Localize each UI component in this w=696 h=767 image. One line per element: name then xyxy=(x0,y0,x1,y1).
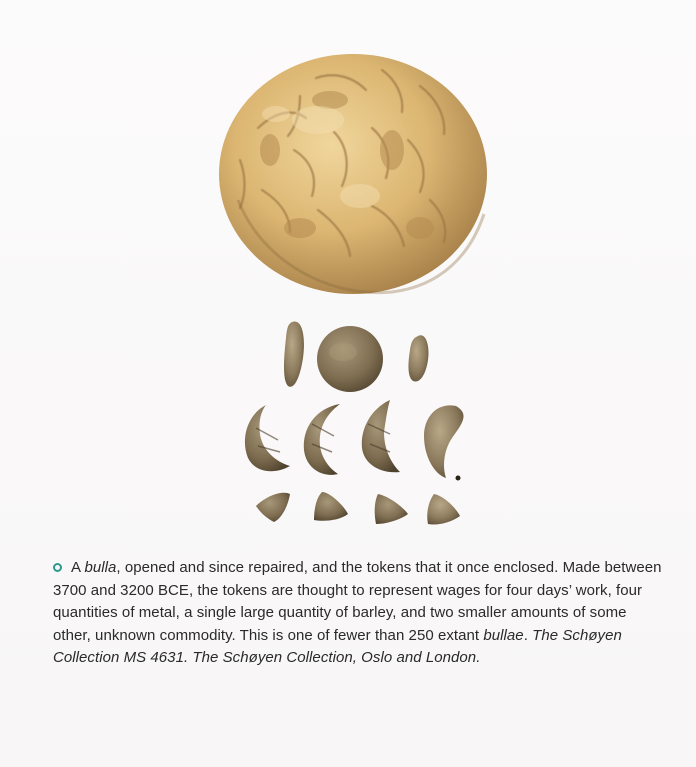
circle-outline-icon xyxy=(53,563,62,572)
token-crescent-1 xyxy=(245,405,290,471)
caption-term-bullae: bullae xyxy=(483,626,524,644)
token-row-2 xyxy=(245,400,464,481)
token-triangle-4 xyxy=(427,494,460,525)
token-triangle-3 xyxy=(375,494,408,524)
token-crescent-4 xyxy=(424,405,464,480)
caption-text-3: . xyxy=(523,626,533,644)
caption-text-2: , opened and since repaired, and the tokens that it once enclosed. Made between 3700 and 3200 BCE, the tokens are thought to represent wages for four days’ work, four quantities of metal, a single large quantity of barley, and two smaller amounts of some other, unknown commodity. This is one of fewer than 250 extant xyxy=(53,559,662,644)
figure-caption xyxy=(53,557,663,670)
token-triangle-2 xyxy=(314,492,348,521)
token-row-3 xyxy=(256,492,460,525)
token-row-1 xyxy=(284,321,429,392)
caption-text-1: A xyxy=(71,559,85,576)
bulla-clay-ball xyxy=(219,54,487,294)
token-rod-right xyxy=(408,335,428,381)
caption-source: The Schøyen Collection MS 4631. The Schøyen Collection, Oslo and London. xyxy=(53,626,622,666)
token-crescent-3 xyxy=(362,400,400,472)
token-disc-barley xyxy=(317,326,383,392)
token-crescent-2 xyxy=(304,404,340,475)
token-rod-left xyxy=(284,321,304,386)
token-triangle-1 xyxy=(256,493,290,522)
caption-term-bulla: bulla xyxy=(84,559,117,576)
